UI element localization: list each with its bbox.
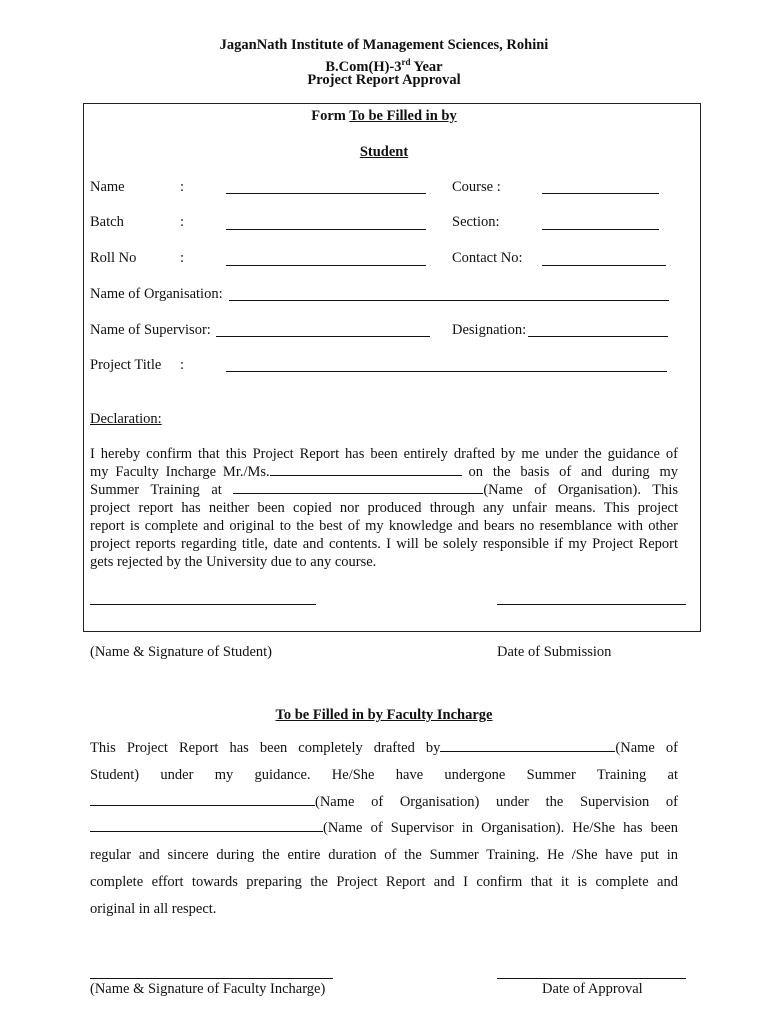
training-organisation-blank[interactable] xyxy=(233,481,483,494)
declaration-text: I hereby confirm that this Project Report has been entirely drafted by me under the guidance of my Faculty Incharge Mr./Ms. on the basis of and during my Summer Training at (Name of Organisation). This project report has neither been copied nor produced through any unfair means. This project report is complete and original to the best of my knowledge and bears no resemblance with other project reports regarding title, date and contents. I will be solely responsible if my Project Report gets rejected by the University due to any course. xyxy=(90,446,679,570)
student-form-title: Form To be Filled in by xyxy=(311,108,457,124)
designation-label: Designation: xyxy=(452,322,527,338)
declaration-heading: Declaration: xyxy=(90,411,162,427)
approval-date-label: Date of Approval xyxy=(542,981,643,997)
name-label: Name xyxy=(90,179,125,195)
faculty-form-heading: To be Filled in by Faculty Incharge xyxy=(275,707,493,723)
faculty-signature-line[interactable] xyxy=(90,978,333,979)
submission-date-line[interactable] xyxy=(497,604,686,605)
designation-field[interactable] xyxy=(528,336,668,337)
batch-field[interactable] xyxy=(226,229,426,230)
student-signature-label: (Name & Signature of Student) xyxy=(90,644,273,660)
faculty-signature-label: (Name & Signature of Faculty Incharge) xyxy=(90,981,326,997)
project-title-label: Project Title xyxy=(90,357,162,373)
course-label: Course : xyxy=(452,179,501,195)
faculty-text: This Project Report has been completely drafted by (Name of Student) under my guidance. He/She have undergone Summer Training at (Name of Organisation) under the Supervision of (Name of Supervisor in Organisation). He/She has been regular and sincere during the entire duration of the Summer Training. He /She have put in complete effort towards preparing the Project Report and I confirm that it is complete and original in all respect. xyxy=(90,740,678,917)
roll-no-field[interactable] xyxy=(226,265,426,266)
form-title: Project Report Approval xyxy=(307,72,461,88)
student-signature-line[interactable] xyxy=(90,604,316,605)
roll-no-label: Roll No xyxy=(90,250,137,266)
course-field[interactable] xyxy=(542,193,659,194)
student-name-blank[interactable] xyxy=(440,739,615,752)
name-field[interactable] xyxy=(226,193,426,194)
organisation-blank[interactable] xyxy=(90,793,315,806)
submission-date-label: Date of Submission xyxy=(497,644,612,660)
contact-no-label: Contact No: xyxy=(452,250,523,266)
project-title-colon: : xyxy=(180,357,185,373)
section-field[interactable] xyxy=(542,229,659,230)
approval-date-line[interactable] xyxy=(497,978,686,979)
section-label: Section: xyxy=(452,214,500,230)
student-form-subtitle: Student xyxy=(359,144,409,160)
organisation-label: Name of Organisation: xyxy=(90,286,223,302)
contact-no-field[interactable] xyxy=(542,265,666,266)
institute-name: JaganNath Institute of Management Sciences, Rohini xyxy=(219,37,549,53)
batch-colon: : xyxy=(180,214,185,230)
course-year: B.Com(H)-3rd Year xyxy=(325,57,443,75)
name-colon: : xyxy=(180,179,185,195)
faculty-incharge-blank[interactable] xyxy=(270,463,462,476)
project-title-field[interactable] xyxy=(226,371,667,372)
roll-no-colon: : xyxy=(180,250,185,266)
supervisor-field[interactable] xyxy=(216,336,430,337)
batch-label: Batch xyxy=(90,214,124,230)
supervisor-blank[interactable] xyxy=(90,819,323,832)
organisation-field[interactable] xyxy=(229,300,669,301)
supervisor-label: Name of Supervisor: xyxy=(90,322,211,338)
